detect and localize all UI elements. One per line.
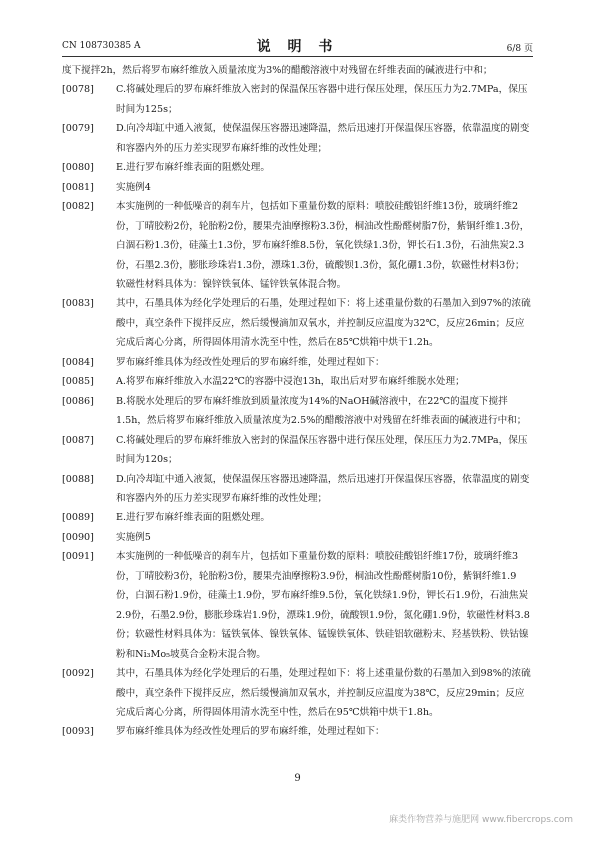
paragraph-0082 — [62, 197, 533, 294]
paragraph-text: 罗布麻纤维具体为经改性处理后的罗布麻纤维，处理过程如下： — [116, 726, 385, 738]
paragraph-number: [0089] — [62, 512, 94, 524]
paragraph-number: [0085] — [62, 376, 94, 388]
paragraph-text: 本实施例的一种低噪音的刹车片，包括如下重量份数的原料：喷胶硅酸铝纤维13份，玻璃纤维2份，丁晴胶粉2份，轮胎粉2份，腰果壳油摩擦粉3.3份，桐油改性酚醛树脂7份，紫铜纤维1.3份，白涸石粉1.3份，硅藻土1.3份，罗布麻纤维8.5份，氧化铁绿1.3份，钾长石1.3份，石油焦炭2.3份，石墨2.3份，膨胀珍珠岩1.3份，漂珠1.3份，硫酸钡1.3份，氮化硼1.3份，软磁性材料3份；软磁性材料具体为：镍锌铁氧体、锰锌铁氧体混合物。 — [116, 201, 530, 290]
paragraph-text: 其中，石墨具体为经化学处理后的石墨，处理过程如下：将上述重量份数的石墨加入到98%的浓硫酸中，真空条件下搅拌反应，然后缓慢滴加双氧水，并控制反应温度为38℃，反应29min；反应完成后离心分离，所得固体用清水洗至中性，然后在95℃烘箱中烘干1.8h。 — [116, 668, 531, 718]
page-header — [62, 38, 533, 55]
section-heading: 实施例4 — [116, 181, 151, 193]
paragraph-0079 — [62, 119, 533, 158]
paragraph-text: E.进行罗布麻纤维表面的阻燃处理。 — [116, 162, 270, 174]
paragraph-continuation — [62, 61, 533, 80]
paragraph-number: [0086] — [62, 395, 94, 407]
section-heading: 实施例5 — [116, 531, 151, 543]
paragraph-number: [0083] — [62, 298, 94, 310]
paragraph-0078 — [62, 80, 533, 119]
paragraph-number: [0078] — [62, 84, 94, 96]
paragraph-number: [0079] — [62, 123, 94, 135]
paragraph-0086 — [62, 392, 533, 431]
paragraph-text: E.进行罗布麻纤维表面的阻燃处理。 — [116, 512, 270, 524]
patent-number: CN 108730385 A — [62, 41, 141, 51]
paragraph-text: A.将罗布麻纤维放入水温22℃的容器中浸泡13h，取出后对罗布麻纤维脱水处理； — [116, 376, 465, 388]
paragraph-0083 — [62, 294, 533, 352]
document-title: 说 明 书 — [256, 39, 339, 55]
paragraph-0089 — [62, 508, 533, 527]
page-number: 9 — [294, 773, 301, 784]
paragraph-text: D.向冷却缸中通入液氮，使保温保压容器迅速降温，然后迅速打开保温保压容器，依靠温度的剧变和容器内外的压力差实现罗布麻纤维的改性处理； — [116, 123, 530, 154]
paragraph-text: C.将碱处理后的罗布麻纤维放入密封的保温保压容器中进行保压处理，保压压力为2.7MPa，保压时间为120s； — [116, 434, 528, 466]
paragraph-0087 — [62, 431, 533, 470]
paragraph-0092 — [62, 664, 533, 722]
paragraph-number: [0092] — [62, 668, 94, 680]
paragraph-number: [0087] — [62, 434, 94, 446]
paragraph-number: [0091] — [62, 551, 94, 563]
paragraph-number: [0081] — [62, 181, 94, 193]
paragraph-text: 罗布麻纤维具体为经改性处理后的罗布麻纤维，处理过程如下： — [116, 356, 385, 368]
paragraph-0081 — [62, 178, 533, 197]
page-of-pages: 6/8 页 — [506, 44, 533, 54]
paragraph-number: [0080] — [62, 162, 94, 174]
paragraph-text: 本实施例的一种低噪音的刹车片，包括如下重量份数的原料：喷胶硅酸铝纤维17份，玻璃纤维3份，丁晴胶粉3份，轮胎粉3份，腰果壳油摩擦粉3.9份，桐油改性酚醛树脂10份，紫铜纤维1.9份，白涸石粉1.9份，硅藻土1.9份，罗布麻纤维9.5份，氧化铁绿1.9份，钾长石1.9份，石油焦炭2.9份，石墨2.9份，膨胀珍珠岩1.9份，漂珠1.9份，硫酸钡1.9份，氮化硼1.9份，软磁性材料3.8份；软磁性材料具体为：锰铁氧体、镍铁氧体、锰镍铁氧体、铁硅铝软磁粉末、羟基铁粉、铁钴镍粉和Ni₃Mo₅坡莫合金粉末混合物。 — [116, 551, 530, 660]
paragraph-number: [0084] — [62, 356, 94, 368]
paragraph-number: [0082] — [62, 201, 94, 213]
paragraph-text: 度下搅拌2h，然后将罗布麻纤维放入质量浓度为3%的醋酸溶液中对残留在纤维表面的碱液进行中和； — [62, 65, 493, 76]
watermark: 麻类作物营养与施肥网 www.fibercrops.com — [389, 815, 573, 825]
document-body — [62, 61, 533, 742]
header-rule — [62, 56, 533, 57]
paragraph-text: B.将脱水处理后的罗布麻纤维放到质量浓度为14%的NaOH碱溶液中，在22℃的温度下搅拌1.5h，然后将罗布麻纤维放入质量浓度为2.5%的醋酸溶液中对残留在纤维表面的碱液进行中和； — [116, 395, 527, 427]
paragraph-number: [0088] — [62, 473, 94, 485]
paragraph-number: [0093] — [62, 726, 94, 738]
paragraph-0080 — [62, 158, 533, 177]
paragraph-0084 — [62, 353, 533, 372]
paragraph-text: C.将碱处理后的罗布麻纤维放入密封的保温保压容器中进行保压处理，保压压力为2.7MPa，保压时间为125s； — [116, 84, 528, 115]
paragraph-0090 — [62, 528, 533, 547]
paragraph-0093 — [62, 722, 533, 741]
paragraph-0088 — [62, 470, 533, 509]
paragraph-0091 — [62, 547, 533, 664]
paragraph-text: 其中，石墨具体为经化学处理后的石墨，处理过程如下：将上述重量份数的石墨加入到97%的浓硫酸中，真空条件下搅拌反应，然后缓慢滴加双氧水，并控制反应温度为32℃，反应26min；反应完成后离心分离，所得固体用清水洗至中性，然后在85℃烘箱中烘干1.2h。 — [116, 298, 531, 349]
paragraph-text: D.向冷却缸中通入液氮，使保温保压容器迅速降温，然后迅速打开保温保压容器，依靠温度的剧变和容器内外的压力差实现罗布麻纤维的改性处理； — [116, 473, 530, 504]
paragraph-0085 — [62, 372, 533, 391]
paragraph-number: [0090] — [62, 531, 94, 543]
